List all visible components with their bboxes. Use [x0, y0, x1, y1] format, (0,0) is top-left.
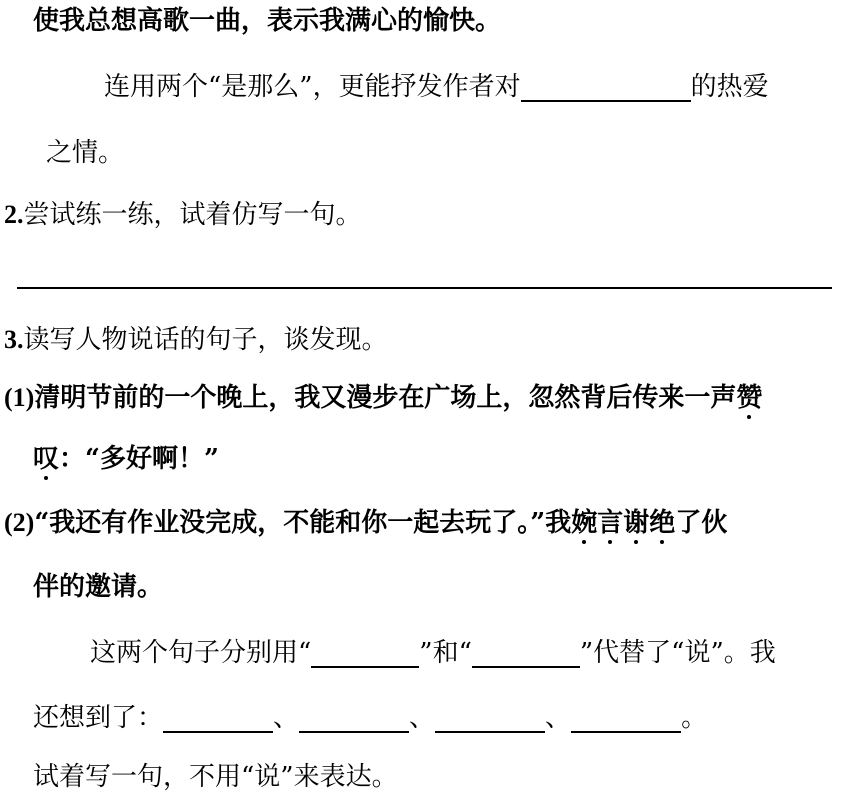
- separator: 、: [273, 703, 300, 733]
- emphasis-char: 赞: [736, 383, 763, 413]
- fill-blank-2[interactable]: [311, 640, 419, 668]
- paragraph-2-text-a: 这两个句子分别用“: [90, 638, 312, 668]
- fill-blank-4[interactable]: [163, 705, 273, 733]
- paragraph-1-text-b: 的热爱: [690, 72, 769, 102]
- sentence-1: [4, 383, 762, 413]
- fill-blank-7[interactable]: [571, 705, 681, 733]
- paragraph-1-cont: [46, 138, 124, 168]
- paragraph-1-text-a: 连用两个“是那么”，更能抒发作者对: [104, 72, 521, 102]
- emphasis-char: 婉: [571, 508, 598, 538]
- sentence-1-cont: [33, 444, 219, 474]
- paragraph-3-text-a: 还想到了：: [33, 703, 164, 733]
- paragraph-2: [90, 638, 776, 668]
- fill-blank-1[interactable]: [521, 74, 691, 102]
- question-2-number: 2.: [4, 200, 24, 229]
- paragraph-1: [104, 72, 769, 102]
- sentence-1-number: (1): [4, 383, 35, 412]
- question-3-text: 读写人物说话的句子，谈发现。: [23, 325, 388, 355]
- question-2: [4, 200, 362, 230]
- question-3-number: 3.: [4, 325, 24, 354]
- sentence-1-text-a: 清明节前的一个晚上，我又漫步在广场上，忽然背后传来一声: [34, 383, 737, 413]
- sentence-2-text-a: “我还有作业没完成，不能和你一起去玩了。”我: [34, 508, 572, 538]
- answer-line-q2[interactable]: [17, 287, 832, 289]
- emphasis-char: 言: [597, 508, 624, 538]
- fill-blank-5[interactable]: [299, 705, 409, 733]
- paragraph-1-text-c: 之情。: [46, 138, 125, 168]
- paragraph-2-text-c: ”代替了“说”。我: [579, 638, 776, 668]
- sentence-2-cont: [33, 572, 163, 602]
- separator: 、: [409, 703, 436, 733]
- fill-blank-3[interactable]: [472, 640, 580, 668]
- question-3: [4, 325, 388, 355]
- paragraph-4: [33, 762, 398, 792]
- sentence-text: 使我总想高歌一曲，表示我满心的愉快。: [33, 6, 502, 36]
- sentence-2-text-b: 了伙: [675, 508, 728, 538]
- emphasis-char: 绝: [649, 508, 676, 538]
- period: 。: [681, 703, 708, 733]
- question-2-text: 尝试练一练，试着仿写一句。: [23, 200, 362, 230]
- sentence-2-number: (2): [4, 508, 35, 537]
- sentence-line-1: [33, 6, 501, 36]
- paragraph-4-text: 试着写一句，不用“说”来表达。: [33, 762, 398, 792]
- sentence-2-text-c: 伴的邀请。: [33, 572, 164, 602]
- fill-blank-6[interactable]: [435, 705, 545, 733]
- sentence-2: [4, 508, 727, 538]
- paragraph-2-text-b: ”和“: [419, 638, 472, 668]
- emphasis-char: 谢: [623, 508, 650, 538]
- sentence-1-text-b: ：“多好啊！”: [59, 444, 219, 474]
- paragraph-3: [33, 703, 707, 733]
- emphasis-char: 叹: [33, 444, 60, 474]
- separator: 、: [545, 703, 572, 733]
